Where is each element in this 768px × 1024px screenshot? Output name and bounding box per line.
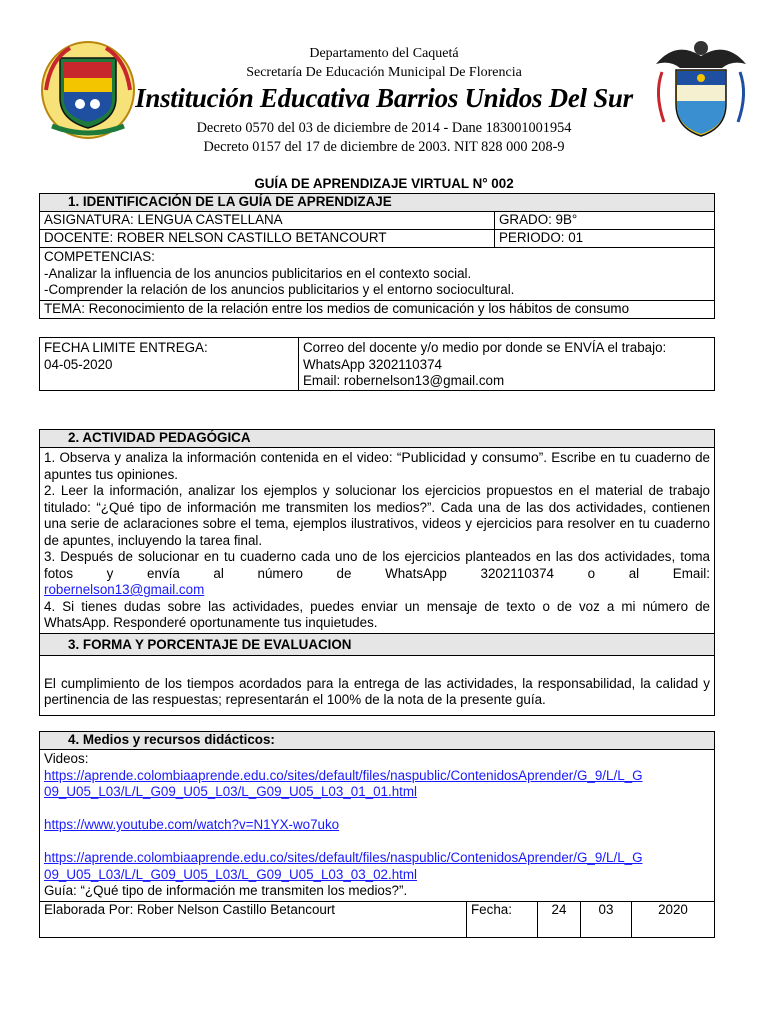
institution-name: Institución Educativa Barrios Unidos Del Sur: [135, 83, 633, 113]
fecha-limite-label: FECHA LIMITE ENTREGA:: [44, 340, 208, 355]
fecha-limite-cell: [40, 338, 299, 391]
activity-item-1: 1. Observa y analiza la información contenida en el video: “Publicidad y consumo”. Escribe en tu cuaderno de apuntes tus opiniones.: [44, 449, 711, 482]
youtube-link[interactable]: https://www.youtube.com/watch?v=N1YX-wo7uko: [44, 817, 340, 832]
header-decree-2: Decreto 0157 del 17 de diciembre de 2003. NIT 828 000 208-9: [203, 139, 565, 155]
fecha-year: 2020: [632, 901, 715, 937]
guide-reference: Guía: “¿Qué tipo de información me transmiten los medios?”.: [44, 883, 408, 898]
fecha-month: 03: [581, 901, 632, 937]
periodo: PERIODO: 01: [495, 230, 715, 248]
docente: DOCENTE: ROBER NELSON CASTILLO BETANCOURT: [40, 230, 495, 248]
activity-item-4: 4. Si tienes dudas sobre las actividades, puedes enviar un mensaje de texto o de voz a mi número de WhatsApp. Responderé oportunamente tus inquietudes.: [44, 598, 710, 630]
videos-label: Videos:: [44, 751, 89, 766]
guide-title: GUÍA DE APRENDIZAJE VIRTUAL N° 002: [254, 176, 514, 191]
competencia-2: -Comprender la relación de los anuncios publicitarios y el entorno sociocultural.: [44, 282, 515, 297]
video-link-2-line-1[interactable]: https://aprende.colombiaaprende.edu.co/sites/default/files/naspublic/ContenidosAprender/G_9/L/L_G: [44, 850, 643, 865]
section-4-heading: 4. Medios y recursos didácticos:: [40, 732, 715, 750]
asignatura: ASIGNATURA: LENGUA CASTELLANA: [40, 212, 495, 230]
fecha-label: Fecha:: [467, 901, 538, 937]
correo-cell: [299, 338, 715, 391]
video-link-1-line-2[interactable]: 09_U05_L03/L/L_G09_U05_L03/L_G09_U05_L03_01_01.html: [44, 784, 418, 799]
video-title: Publicidad y consumo: [401, 449, 539, 465]
evaluation-text: El cumplimiento de los tiempos acordados para la entrega de las actividades, la responsabilidad, la calidad y pertinencia de las respuestas; representarán el 100% de la nota de la presente guía.: [44, 675, 710, 707]
activity-table: [39, 429, 715, 716]
fecha-day: 24: [538, 901, 581, 937]
teacher-email: Email: robernelson13@gmail.com: [303, 373, 505, 388]
header-secretaria: Secretaría De Educación Municipal De Florencia: [246, 65, 522, 80]
header-decree-1: Decreto 0570 del 03 de diciembre de 2014 - Dane 183001001954: [196, 120, 572, 136]
delivery-table: [39, 337, 715, 391]
video-link-1-line-1[interactable]: https://aprende.colombiaaprende.edu.co/sites/default/files/naspublic/ContenidosAprender/G_9/L/L_G: [44, 767, 643, 783]
activity-item-3: 3. Después de solucionar en tu cuaderno cada uno de los ejercicios planteados en las dos actividades, toma fotos y envía al número de WhatsApp 3202110374 o al Email:: [44, 549, 710, 581]
email-link[interactable]: robernelson13@gmail.com: [44, 582, 205, 597]
activity-item-2: 2. Leer la información, analizar los ejemplos y solucionar los ejercicios propuestos en el material de trabajo titulado: “¿Qué tipo de información me transmiten los medios?”. Cada una de las dos actividades, contienen una serie de aclaraciones sobre el tema, ejemplos ilustrativos, videos y ejercicios para resolver en tu cuaderno de apuntes, incluyendo la tarea final.: [44, 483, 710, 548]
identification-table: [39, 193, 715, 319]
section-3-heading: 3. FORMA Y PORCENTAJE DE EVALUACION: [40, 633, 715, 655]
evaluation-cell: [40, 655, 715, 715]
elaborada-por: Elaborada Por: Rober Nelson Castillo Betancourt: [40, 901, 467, 937]
activity-list: [40, 448, 715, 634]
competencias-title: COMPETENCIAS:: [44, 249, 155, 264]
resources-table: [39, 731, 715, 938]
header-department: Departamento del Caquetá: [309, 46, 459, 61]
tema: TEMA: Reconocimiento de la relación entre los medios de comunicación y los hábitos de consumo: [40, 300, 715, 318]
fecha-limite-value: 04-05-2020: [44, 356, 113, 372]
competencia-1: -Analizar la influencia de los anuncios publicitarios en el contexto social.: [44, 265, 472, 281]
resources-cell: [40, 750, 715, 902]
grado: GRADO: 9B°: [495, 212, 715, 230]
competencias-cell: [40, 248, 715, 301]
section-1-heading: 1. IDENTIFICACIÓN DE LA GUÍA DE APRENDIZAJE: [40, 194, 715, 212]
whatsapp-number: WhatsApp 3202110374: [303, 356, 442, 372]
video-link-2-line-2[interactable]: 09_U05_L03/L/L_G09_U05_L03/L_G09_U05_L03_03_02.html: [44, 866, 418, 882]
section-2-heading: 2. ACTIVIDAD PEDAGÓGICA: [40, 430, 715, 448]
correo-line: Correo del docente y/o medio por donde se ENVÍA el trabajo:: [303, 340, 667, 355]
